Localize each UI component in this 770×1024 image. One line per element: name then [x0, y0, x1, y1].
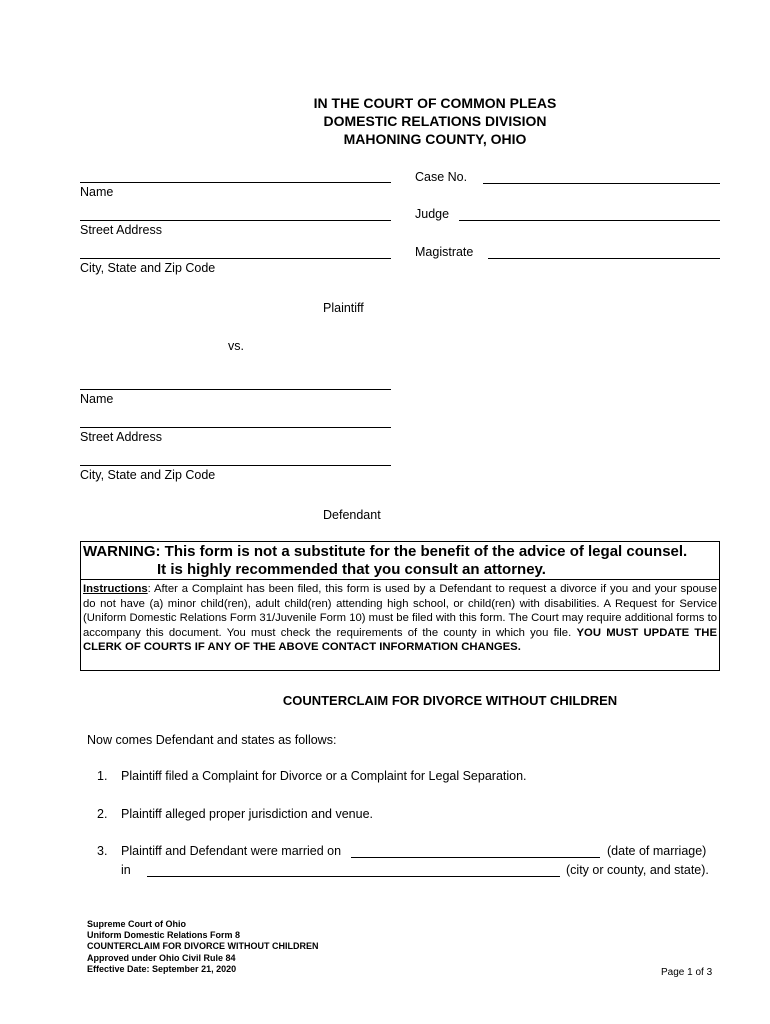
footer-line1: Supreme Court of Ohio [87, 919, 186, 929]
item-3-text: Plaintiff and Defendant were married on [121, 844, 342, 858]
form-title: COUNTERCLAIM FOR DIVORCE WITHOUT CHILDREN [282, 693, 618, 708]
defendant-name-label: Name [80, 392, 114, 406]
warning-line1: WARNING: This form is not a substitute for the benefit of the advice of legal counsel. [83, 543, 688, 560]
item-2-number: 2. [97, 807, 108, 821]
case-no-field[interactable] [483, 183, 720, 184]
item-3-number: 3. [97, 844, 108, 858]
instructions-text [83, 582, 717, 655]
instructions-label: Instructions [83, 583, 148, 595]
plaintiff-city-field[interactable] [80, 258, 391, 259]
defendant-name-field[interactable] [80, 389, 391, 390]
footer-effective-date: September 21, 2020 [152, 963, 237, 974]
footer-effective-label: Effective Date: [87, 963, 150, 974]
judge-label: Judge [415, 207, 450, 221]
warning-box [80, 541, 720, 671]
warning-header [81, 542, 719, 580]
page-number: Page 1 of 3 [661, 967, 713, 978]
court-heading-line1: IN THE COURT OF COMMON PLEAS [313, 95, 557, 111]
item-3-in-label: in [121, 863, 131, 877]
instructions-bold-notice: YOU MUST UPDATE THE CLERK OF COURTS IF ANY OF THE ABOVE CONTACT INFORMATION CHANGES. [83, 626, 717, 654]
magistrate-label: Magistrate [415, 245, 474, 259]
marriage-place-field[interactable] [147, 876, 560, 877]
defendant-city-label: City, State and Zip Code [80, 468, 216, 482]
marriage-date-hint: (date of marriage) [607, 844, 707, 858]
court-heading-line3: MAHONING COUNTY, OHIO [343, 131, 527, 147]
defendant-street-label: Street Address [80, 430, 162, 444]
footer-line4: Approved under Ohio Civil Rule 84 [87, 952, 236, 963]
plaintiff-name-field[interactable] [80, 182, 391, 183]
magistrate-field[interactable] [488, 258, 720, 259]
court-heading-line2: DOMESTIC RELATIONS DIVISION [323, 113, 547, 129]
case-no-label: Case No. [415, 170, 468, 184]
plaintiff-street-label: Street Address [80, 223, 162, 237]
marriage-place-hint: (city or county, and state). [566, 863, 709, 877]
form-footer [87, 919, 319, 975]
plaintiff-city-label: City, State and Zip Code [80, 261, 216, 275]
defendant-city-field[interactable] [80, 465, 391, 466]
judge-field[interactable] [459, 220, 720, 221]
intro-text: Now comes Defendant and states as follows: [87, 733, 337, 747]
footer-line3: COUNTERCLAIM FOR DIVORCE WITHOUT CHILDREN [87, 941, 319, 952]
instructions-body: : After a Complaint has been filed, this form is used by a Defendant to request a divorce if you and your spouse do not have (a) minor child(ren), adult child(ren) attending high school, or child(ren) with disabilities. A Request for Service (Uniform Domestic Relations Form 31/Juvenile Form 10) must be filed with this form. The Court may require additional forms to accompany this document. You must check the requirements of the county in which you file. [83, 583, 717, 639]
marriage-date-field[interactable] [351, 857, 600, 858]
warning-line2: It is highly recommended that you consult an attorney. [157, 561, 546, 578]
plaintiff-role-label: Plaintiff [323, 301, 364, 315]
footer-line2: Uniform Domestic Relations Form 8 [87, 930, 241, 941]
defendant-role-label: Defendant [323, 508, 381, 522]
plaintiff-name-label: Name [80, 185, 114, 199]
defendant-street-field[interactable] [80, 427, 391, 428]
plaintiff-street-field[interactable] [80, 220, 391, 221]
item-1-text: Plaintiff filed a Complaint for Divorce or a Complaint for Legal Separation. [121, 769, 527, 783]
item-1-number: 1. [97, 769, 108, 783]
versus-label: vs. [228, 339, 244, 353]
item-2-text: Plaintiff alleged proper jurisdiction and venue. [121, 807, 374, 821]
